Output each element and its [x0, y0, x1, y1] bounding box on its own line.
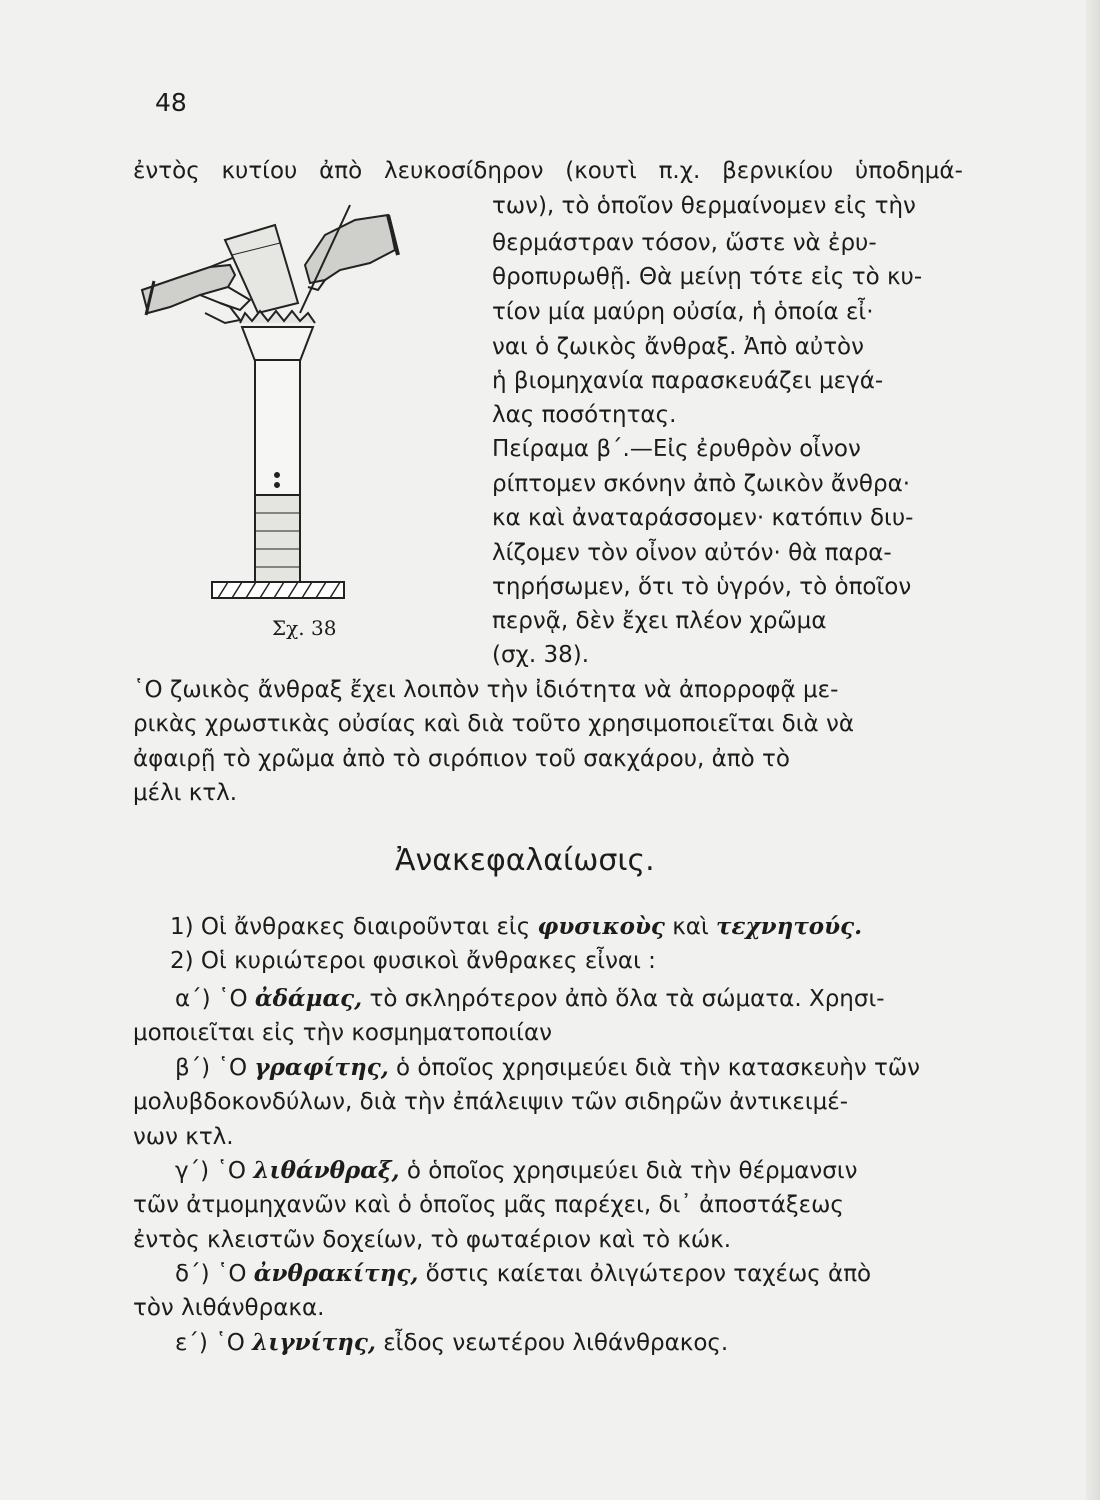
summary-e: ε΄) ῾Ο λιγνίτης, εἶδος νεωτέρου λιθάνθρακος.	[175, 1329, 729, 1356]
right-line: τίον μία μαύρη οὐσία, ἡ ὁποία εἶ·	[492, 299, 874, 325]
filtration-figure	[140, 195, 400, 615]
summary-b-cont: νων κτλ.	[133, 1124, 234, 1150]
right-line: ρίπτομεν σκόνην ἀπὸ ζωικὸν ἄνθρα·	[492, 471, 911, 497]
section-heading: Ἀνακεφαλαίωσις.	[395, 843, 655, 878]
right-line: ναι ὁ ζωικὸς ἄνθραξ. Ἀπὸ αὐτὸν	[492, 334, 864, 360]
summary-item-1: 1) Οἱ ἄνθρακες διαιροῦνται εἰς φυσικοὺς καὶ τεχνητούς.	[170, 913, 863, 940]
body-line: ἀφαιρῇ τὸ χρῶμα ἀπὸ τὸ σιρόπιον τοῦ σακχάρου, ἀπὸ τὸ	[133, 746, 790, 772]
body-line: μέλι κτλ.	[133, 780, 238, 806]
summary-g-cont: ἐντὸς κλειστῶν δοχείων, τὸ φωταέριον καὶ τὸ κώκ.	[133, 1227, 732, 1253]
summary-d-cont: τὸν λιθάνθρακα.	[133, 1295, 325, 1321]
left-hand-illustration	[142, 257, 250, 323]
summary-b: β΄) ῾Ο γραφίτης, ὁ ὁποῖος χρησιμεύει διὰ τὴν κατασκευὴν τῶν	[175, 1054, 920, 1081]
beaker-illustration	[225, 225, 298, 313]
right-line: λας ποσότητας.	[492, 402, 677, 428]
right-line: Πείραμα β΄.—Εἰς ἐρυθρὸν οἶνον	[492, 436, 861, 462]
summary-a-cont: μοποιεῖται εἰς τὴν κοσμηματοποιίαν	[133, 1020, 552, 1046]
body-line: ῾Ο ζωικὸς ἄνθραξ ἔχει λοιπὸν τὴν ἰδιότητα νὰ ἀπορροφᾷ με-	[133, 677, 839, 703]
figure-caption: Σχ. 38	[272, 616, 337, 640]
right-line: θροπυρωθῇ. Θὰ μείνῃ τότε εἰς τὸ κυ-	[492, 264, 923, 290]
page-number: 48	[155, 88, 187, 117]
body-line: ρικὰς χρωστικὰς οὐσίας καὶ διὰ τοῦτο χρησιμοποιεῖται διὰ νὰ	[133, 711, 854, 737]
summary-g: γ΄) ῾Ο λιθάνθραξ, ὁ ὁποῖος χρησιμεύει διὰ τὴν θέρμανσιν	[175, 1157, 858, 1184]
right-line: περνᾷ, δὲν ἔχει πλέον χρῶμα	[492, 608, 827, 634]
summary-g-cont: τῶν ἀτμομηχανῶν καὶ ὁ ὁποῖος μᾶς παρέχει, δι᾽ ἀποστάξεως	[133, 1192, 844, 1218]
right-line: τηρήσωμεν, ὅτι τὸ ὑγρόν, τὸ ὁποῖον	[492, 574, 912, 600]
right-line: ἡ βιομηχανία παρασκευάζει μεγά-	[492, 368, 884, 394]
right-line: θερμάστραν τόσον, ὥστε νὰ ἐρυ-	[492, 230, 877, 256]
cylinder-illustration	[255, 360, 300, 582]
summary-item-2: 2) Οἱ κυριώτεροι φυσικοὶ ἄνθρακες εἶναι :	[170, 948, 656, 974]
right-line: κα καὶ ἀναταράσσομεν· κατόπιν διυ-	[492, 505, 914, 531]
page-edge	[1086, 0, 1100, 1500]
right-hand-illustration	[305, 215, 398, 290]
top-line: ἐντὸς κυτίου ἀπὸ λευκοσίδηρον (κουτὶ π.χ. βερνικίου ὑποδημά-	[133, 158, 963, 184]
summary-b-cont: μολυβδοκονδύλων, διὰ τὴν ἐπάλειψιν τῶν σιδηρῶν ἀντικειμέ-	[133, 1089, 848, 1115]
stand-base	[212, 582, 344, 598]
right-line: λίζομεν τὸν οἶνον αὐτόν· θὰ παρα-	[492, 540, 892, 566]
right-line: (σχ. 38).	[492, 642, 590, 668]
right-line: των), τὸ ὁποῖον θερμαίνομεν εἰς τὴν	[492, 193, 916, 219]
summary-a: α΄) ῾Ο ἀδάμας, τὸ σκληρότερον ἀπὸ ὅλα τὰ σώματα. Χρησι-	[175, 985, 885, 1012]
summary-d: δ΄) ῾Ο ἀνθρακίτης, ὅστις καίεται ὀλιγώτερον ταχέως ἀπὸ	[175, 1260, 872, 1287]
